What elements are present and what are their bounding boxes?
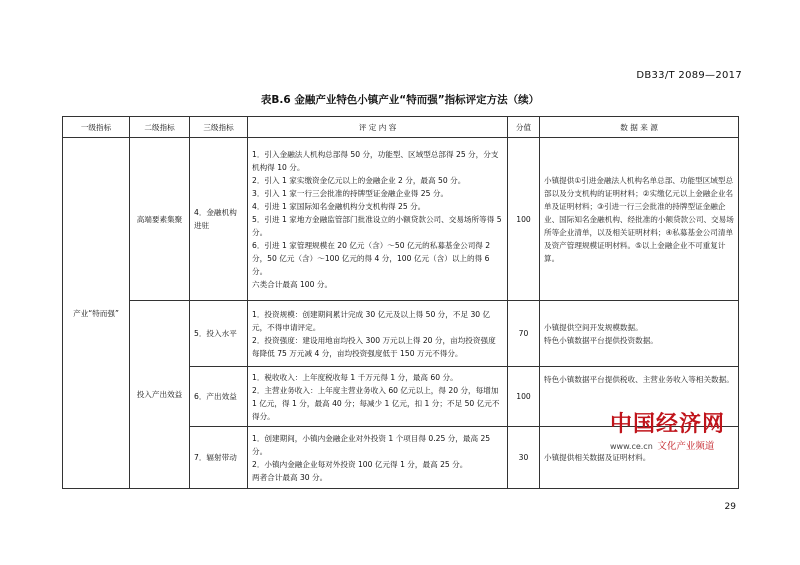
content-line: 2．引入 1 家实缴资金亿元以上的金融企业 2 分，最高 50 分。 <box>252 175 466 185</box>
content-line: 3．引入 1 家一行三会批准的持牌型证金融企业得 25 分。 <box>252 188 449 198</box>
watermark-channel: 文化产业频道 <box>657 441 715 452</box>
score-cell: 30 <box>508 427 540 489</box>
score-cell: 100 <box>508 367 540 427</box>
source-cell: 小镇提供①引进金融法人机构名单总部、功能型区域型总部以及分支机构的证明材料；②实缴亿元以上金融企业名单及证明材料；③引进一行三会批准的持牌型证金融企业、国际知名金融机构、经批准的小额贷款公司、交易场所等企业清单，以及相关证明材料；④私募基金公司清单及资产管理规模证明材料。⑤以上金融企业不可重复计算。 <box>540 138 739 301</box>
content-line: 1．投资规模：创建期间累计完成 30 亿元及以上得 50 分，不足 30 亿元，不得申请评定。 <box>252 309 491 332</box>
col-header-level2: 二级指标 <box>130 117 190 138</box>
watermark-url: www.ce.cn <box>610 442 653 451</box>
col-header-level1: 一级指标 <box>63 117 130 138</box>
content-line: 两者合计最高 30 分。 <box>252 472 328 482</box>
score-cell: 100 <box>508 138 540 301</box>
standard-code: DB33/T 2089—2017 <box>636 70 742 81</box>
level2-cell: 投入产出效益 <box>130 301 190 489</box>
col-header-score: 分值 <box>508 117 540 138</box>
watermark-logo: 中国经济网 <box>610 411 726 437</box>
table-header-row <box>63 117 739 138</box>
content-line: 六类合计最高 100 分。 <box>252 279 333 289</box>
evaluation-table <box>62 116 739 489</box>
level3-cell: 4．金融机构进驻 <box>190 138 248 301</box>
content-line: 2．投资强度：建设用地亩均投入 300 万元以上得 20 分，亩均投资强度每降低 75 万元减 4 分，亩均投资强度低于 150 万元不得分。 <box>252 335 496 358</box>
level3-cell: 6．产出效益 <box>190 367 248 427</box>
table-row <box>63 138 739 301</box>
content-line: 1．引入金融法人机构总部得 50 分，功能型、区域型总部得 25 分，分支机构得 10 分。 <box>252 149 499 172</box>
content-line: 2．小镇内金融企业每对外投资 100 亿元得 1 分，最高 25 分。 <box>252 459 468 469</box>
content-line: 2．主营业务收入：上年度主营业务收入 60 亿元以上，得 20 分，每增加 1 亿元，得 1 分，最高 40 分；每减少 1 亿元，扣 1 分；不足 50 亿元不得分。 <box>252 385 500 421</box>
page-number: 29 <box>724 502 736 512</box>
col-header-source: 数 据 来 源 <box>540 117 739 138</box>
col-header-level3: 三级指标 <box>190 117 248 138</box>
content-line: 4．引进 1 家国际知名金融机构分支机构得 25 分。 <box>252 201 426 211</box>
content-line: 6．引进 1 家管理规模在 20 亿元（含）～50 亿元的私募基金公司得 2 分，50 亿元（含）～100 亿元的得 4 分，100 亿元（含）以上的得 6 分。 <box>252 240 491 276</box>
table-title: 表B.6 金融产业特色小镇产业“特而强”指标评定方法（续） <box>260 94 540 106</box>
content-cell <box>248 301 508 367</box>
content-line: 1．创建期间，小镇内金融企业对外投资 1 个项目得 0.25 分，最高 25 分。 <box>252 433 491 456</box>
source-cell: 特色小镇数据平台提供税收、主营业务收入等相关数据。 <box>540 367 739 427</box>
content-line: 5．引进 1 家地方金融监管部门批准设立的小额贷款公司、交易场所等得 5 分。 <box>252 214 502 237</box>
content-cell <box>248 427 508 489</box>
col-header-content: 评 定 内 容 <box>248 117 508 138</box>
level3-cell: 7．辐射带动 <box>190 427 248 489</box>
source-cell: 小镇提供相关数据及证明材料。 <box>540 427 739 489</box>
content-cell <box>248 367 508 427</box>
level1-cell: 产业“特而强” <box>63 138 130 489</box>
level2-cell: 高端要素集聚 <box>130 138 190 301</box>
content-line: 1．税收收入：上年度税收每 1 千万元得 1 分，最高 60 分。 <box>252 372 458 382</box>
table-row <box>63 301 739 367</box>
source-cell: 小镇提供空间开发规模数据。 特色小镇数据平台提供投资数据。 <box>540 301 739 367</box>
level3-cell: 5．投入水平 <box>190 301 248 367</box>
content-cell <box>248 138 508 301</box>
score-cell: 70 <box>508 301 540 367</box>
